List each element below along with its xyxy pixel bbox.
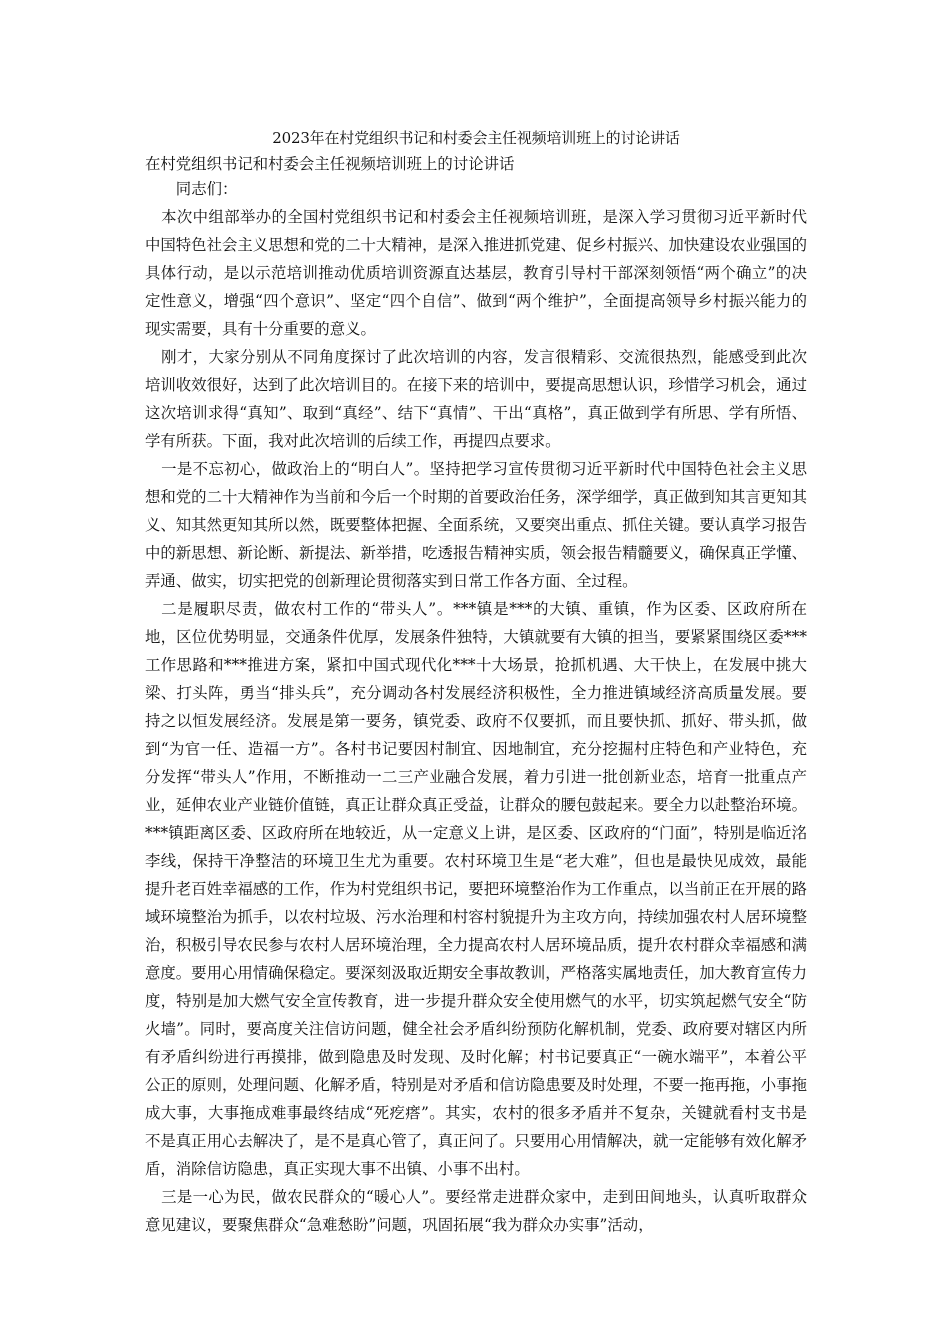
paragraph-point-two: 二是履职尽责，做农村工作的“带头人”。***镇是***的大镇、重镇，作为区委、区政府所在地，区位优势明显，交通条件优厚，发展条件独特，大镇就要有大镇的担当，要紧紧围绕区委***工作思路和***推进方案，紧扣中国式现代化***十大场景，抢抓机遇、大干快上，在发展中挑大梁、打头阵，勇当“排头兵”，充分调动各村发展经济积极性，全力推进镇域经济高质量发展。要持之以恒发展经济。发展是第一要务，镇党委、政府不仅要抓，而且要快抓、抓好、带头抓，做到“为官一任、造福一方”。各村书记要因村制宜、因地制宜，充分挖掘村庄特色和产业特色，充分发挥“带头人”作用，不断推动一二三产业融合发展，着力引进一批创新业态，培育一批重点产业，延伸农业产业链价值链，真正让群众真正受益，让群众的腰包鼓起来。要全力以赴整治环境。***镇距离区委、区政府所在地较近，从一定意义上讲，是区委、区政府的“门面”，特别是临近洺李线，保持干净整洁的环境卫生尤为重要。农村环境卫生是“老大难”，但也是最快见成效，最能提升老百姓幸福感的工作，作为村党组织书记，要把环境整治作为工作重点，以当前正在开展的路域环境整治为抓手，以农村垃圾、污水治理和村容村貌提升为主攻方向，持续加强农村人居环境整治，积极引导农民参与农村人居环境治理，全力提高农村人居环境品质，提升农村群众幸福感和满意度。要用心用情确保稳定。要深刻汲取近期安全事故教训，严格落实属地责任，加大教育宣传力度，特别是加大燃气安全宣传教育，进一步提升群众安全使用燃气的水平，切实筑起燃气安全“防火墙”。同时，要高度关注信访问题，健全社会矛盾纠纷预防化解机制，党委、政府要对辖区内所有矛盾纠纷进行再摸排，做到隐患及时发现、及时化解；村书记要真正“一碗水端平”，本着公平公正的原则，处理问题、化解矛盾，特别是对矛盾和信访隐患要及时处理，不要一拖再拖，小事拖成大事，大事拖成难事最终结成“死疙瘩”。其实，农村的很多矛盾并不复杂，关键就看村支书是不是真正用心去解决了，是不是真心管了，真正问了。只要用心用情解决，就一定能够有效化解矛盾，消除信访隐患，真正实现大事不出镇、小事不出村。 <box>145 600 807 1178</box>
paragraph-intro: 本次中组部举办的全国村党组织书记和村委会主任视频培训班，是深入学习贯彻习近平新时代中国特色社会主义思想和党的二十大精神，是深入推进抓党建、促乡村振兴、加快建设农业强国的具体行动，是以示范培训推动优质培训资源直达基层，教育引导村干部深刻领悟“两个确立”的决定性意义，增强“四个意识”、坚定“四个自信”、做到“两个维护”，全面提高领导乡村振兴能力的现实需要，具有十分重要的意义。 <box>145 208 807 338</box>
greeting: 同志们： <box>175 180 238 198</box>
document-subtitle: 在村党组织书记和村委会主任视频培训班上的讨论讲话 <box>145 155 515 173</box>
paragraph-overview: 刚才，大家分别从不同角度探讨了此次培训的内容，发言很精彩、交流很热烈，能感受到此次培训收效很好，达到了此次培训目的。在接下来的培训中，要提高思想认识，珍惜学习机会，通过这次培训求得“真知”、取到“真经”、结下“真情”、干出“真格”，真正做到学有所思、学有所悟、学有所获。下面，我对此次培训的后续工作，再提四点要求。 <box>145 348 807 450</box>
document-page <box>145 127 807 1239</box>
paragraph-point-three: 三是一心为民，做农民群众的“暖心人”。要经常走进群众家中，走到田间地头，认真听取群众意见建议，要聚焦群众“急难愁盼”问题，巩固拓展“我为群众办实事”活动， <box>145 1188 807 1234</box>
document-title: 2023年在村党组织书记和村委会主任视频培训班上的讨论讲话 <box>272 129 680 147</box>
paragraph-point-one: 一是不忘初心，做政治上的“明白人”。坚持把学习宣传贯彻习近平新时代中国特色社会主义思想和党的二十大精神作为当前和今后一个时期的首要政治任务，深学细学，真正做到知其言更知其义、知其然更知其所以然，既要整体把握、全面系统，又要突出重点、抓住关键。要认真学习报告中的新思想、新论断、新提法、新举措，吃透报告精神实质，领会报告精髓要义，确保真正学懂、弄通、做实，切实把党的创新理论贯彻落实到日常工作各方面、全过程。 <box>145 460 807 590</box>
